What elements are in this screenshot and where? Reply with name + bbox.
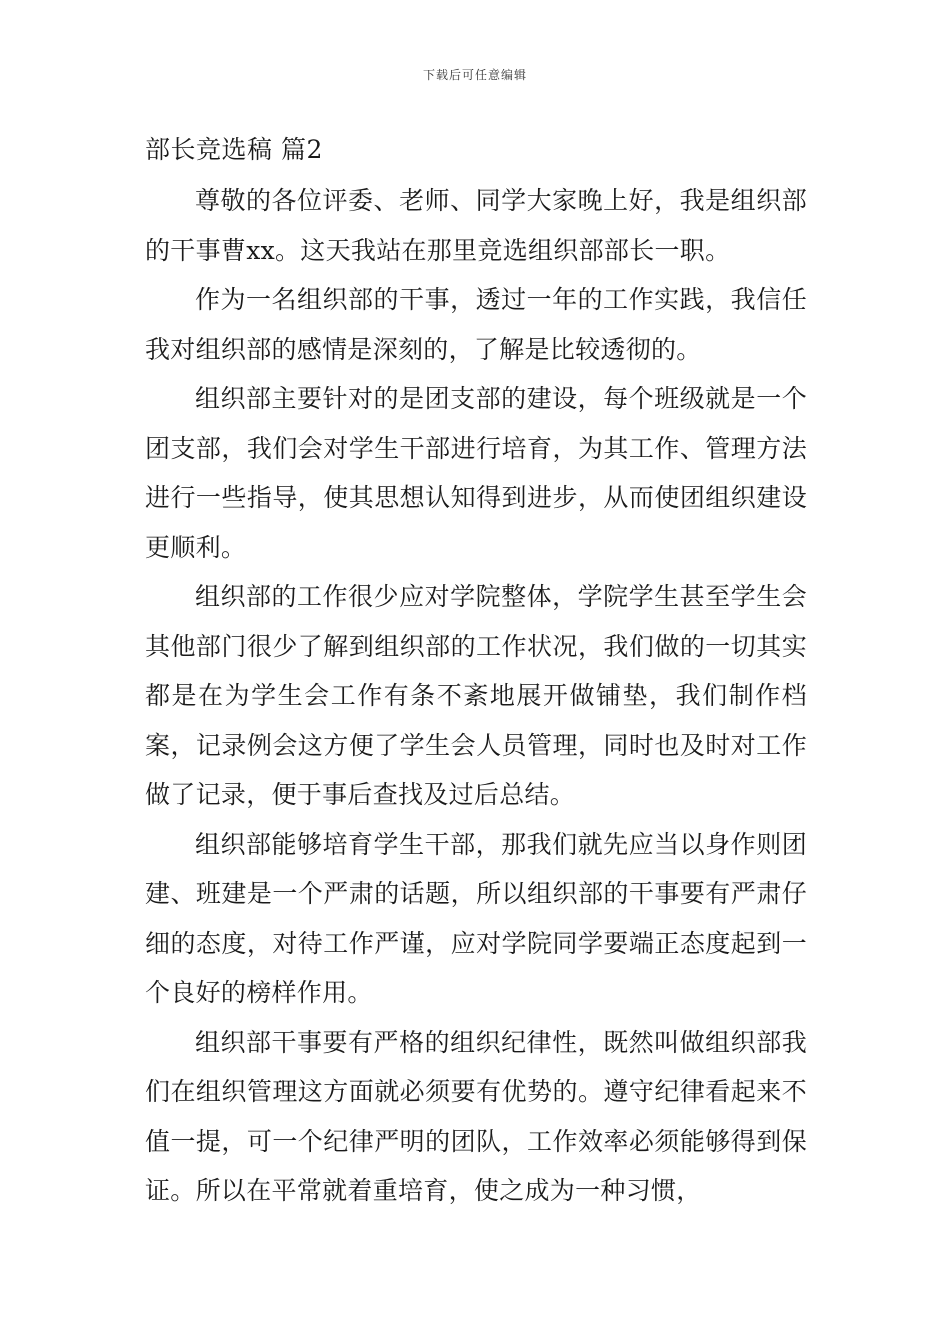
paragraph-2: 作为一名组织部的干事，透过一年的工作实践，我信任我对组织部的感情是深刻的，了解是比较透彻的。 bbox=[145, 285, 807, 364]
header-note: 下载后可任意编辑 bbox=[422, 68, 527, 82]
paragraph-3: 组织部主要针对的是团支部的建设，每个班级就是一个团支部，我们会对学生干部进行培育，为其工作、管理方法进行一些指导，使其思想认知得到进步，从而使团组织建设更顺利。 bbox=[145, 384, 807, 562]
document-body bbox=[145, 176, 807, 1216]
paragraph-4: 组织部的工作很少应对学院整体，学院学生甚至学生会其他部门很少了解到组织部的工作状况，我们做的一切其实都是在为学生会工作有条不紊地展开做铺垫，我们制作档案，记录例会这方便了学生会人员管理，同时也及时对工作做了记录，便于事后查找及过后总结。 bbox=[145, 582, 807, 809]
paragraph-5: 组织部能够培育学生干部，那我们就先应当以身作则团建、班建是一个严肃的话题，所以组织部的干事要有严肃仔细的态度，对待工作严谨，应对学院同学要端正态度起到一个良好的榜样作用。 bbox=[145, 829, 807, 1007]
paragraph-6: 组织部干事要有严格的组织纪律性，既然叫做组织部我们在组织管理这方面就必须要有优势的。遵守纪律看起来不值一提，可一个纪律严明的团队，工作效率必须能够得到保证。所以在平常就着重培育，使之成为一种习惯， bbox=[145, 1027, 807, 1205]
paragraph-1: 尊敬的各位评委、老师、同学大家晚上好，我是组织部的干事曹xx。这天我站在那里竞选组织部部长一职。 bbox=[145, 186, 807, 265]
document-title: 部长竞选稿 篇2 bbox=[145, 135, 323, 164]
